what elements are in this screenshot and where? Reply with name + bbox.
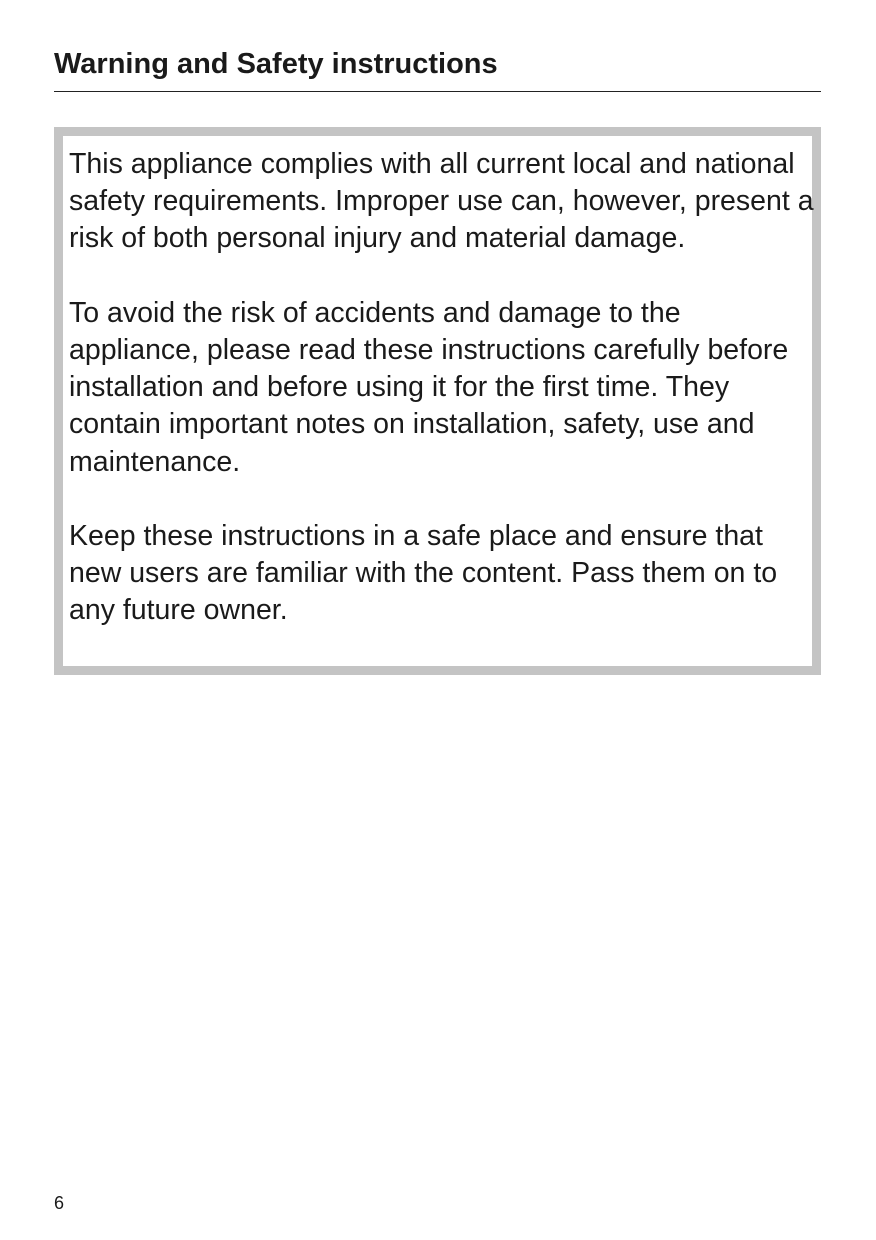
notice-paragraph-compliance: This appliance complies with all current local and national safety requirements. Improper use can, however, present a risk of both personal injury and material damage. — [69, 148, 814, 255]
section-header — [54, 44, 821, 92]
notice-paragraph-keep-instructions: Keep these instructions in a safe place and ensure that new users are familiar with the content. Pass them on to any future owner. — [69, 520, 778, 627]
notice-text — [69, 146, 817, 630]
page-number: 6 — [54, 1193, 65, 1213]
notice-paragraph-read-instructions: To avoid the risk of accidents and damage to the appliance, please read these instructions carefully before installation and before using it for the first time. They contain important notes on installation, safety, use and maintenance. — [69, 296, 789, 478]
safety-notice-box — [54, 127, 821, 675]
page-title: Warning and Safety instructions — [54, 48, 498, 80]
